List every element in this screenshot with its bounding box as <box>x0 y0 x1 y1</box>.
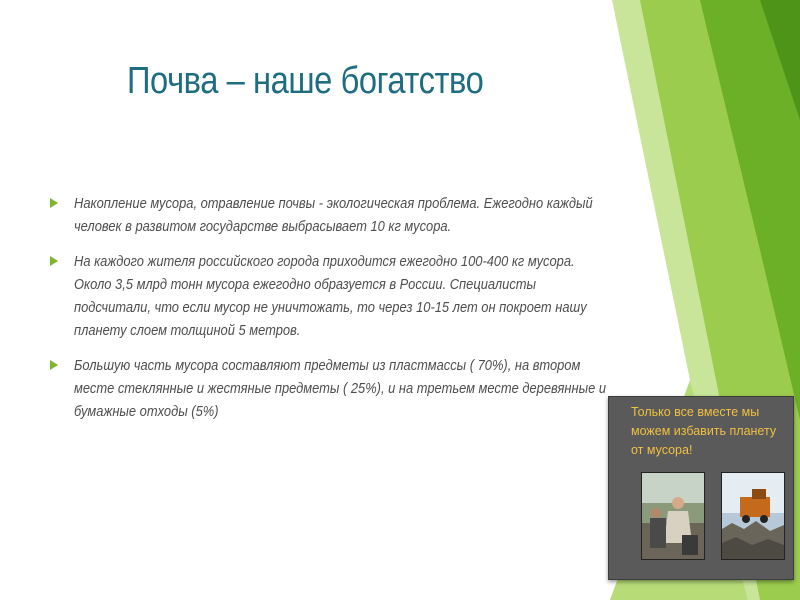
inset-picture-box <box>608 396 794 580</box>
bullet-item <box>50 250 630 342</box>
inset-caption: Только все вместе мы можем избавить планету от мусора! <box>631 405 777 457</box>
bullet-text: Большую часть мусора составляют предметы из пластмассы ( 70%), на втором месте стеклянные и жестяные предметы ( 25%), и на третьем месте деревянные и бумажные отходы (5%) <box>74 357 607 420</box>
bullet-arrow-icon <box>50 360 58 370</box>
landfill-photo <box>721 472 785 560</box>
bullet-arrow-icon <box>50 256 58 266</box>
bullet-text: На каждого жителя российского города приходится ежегодно 100-400 кг мусора. Около 3,5 млрд тонн мусора ежегодно образуется в России. Специалисты подсчитали, что если мусор не уничтожать, то через 10-15 лет он покроет нашу планету слоем толщиной 5 метров. <box>74 253 587 339</box>
bullet-item <box>50 192 630 238</box>
volunteers-photo <box>641 472 705 560</box>
bullet-arrow-icon <box>50 198 58 208</box>
bullet-item <box>50 354 630 423</box>
bullet-list <box>50 192 630 435</box>
bullet-text: Накопление мусора, отравление почвы - экологическая проблема. Ежегодно каждый человек в развитом государстве выбрасывает 10 кг мусора. <box>74 195 593 235</box>
slide-title: Почва – наше богатство <box>127 60 484 102</box>
